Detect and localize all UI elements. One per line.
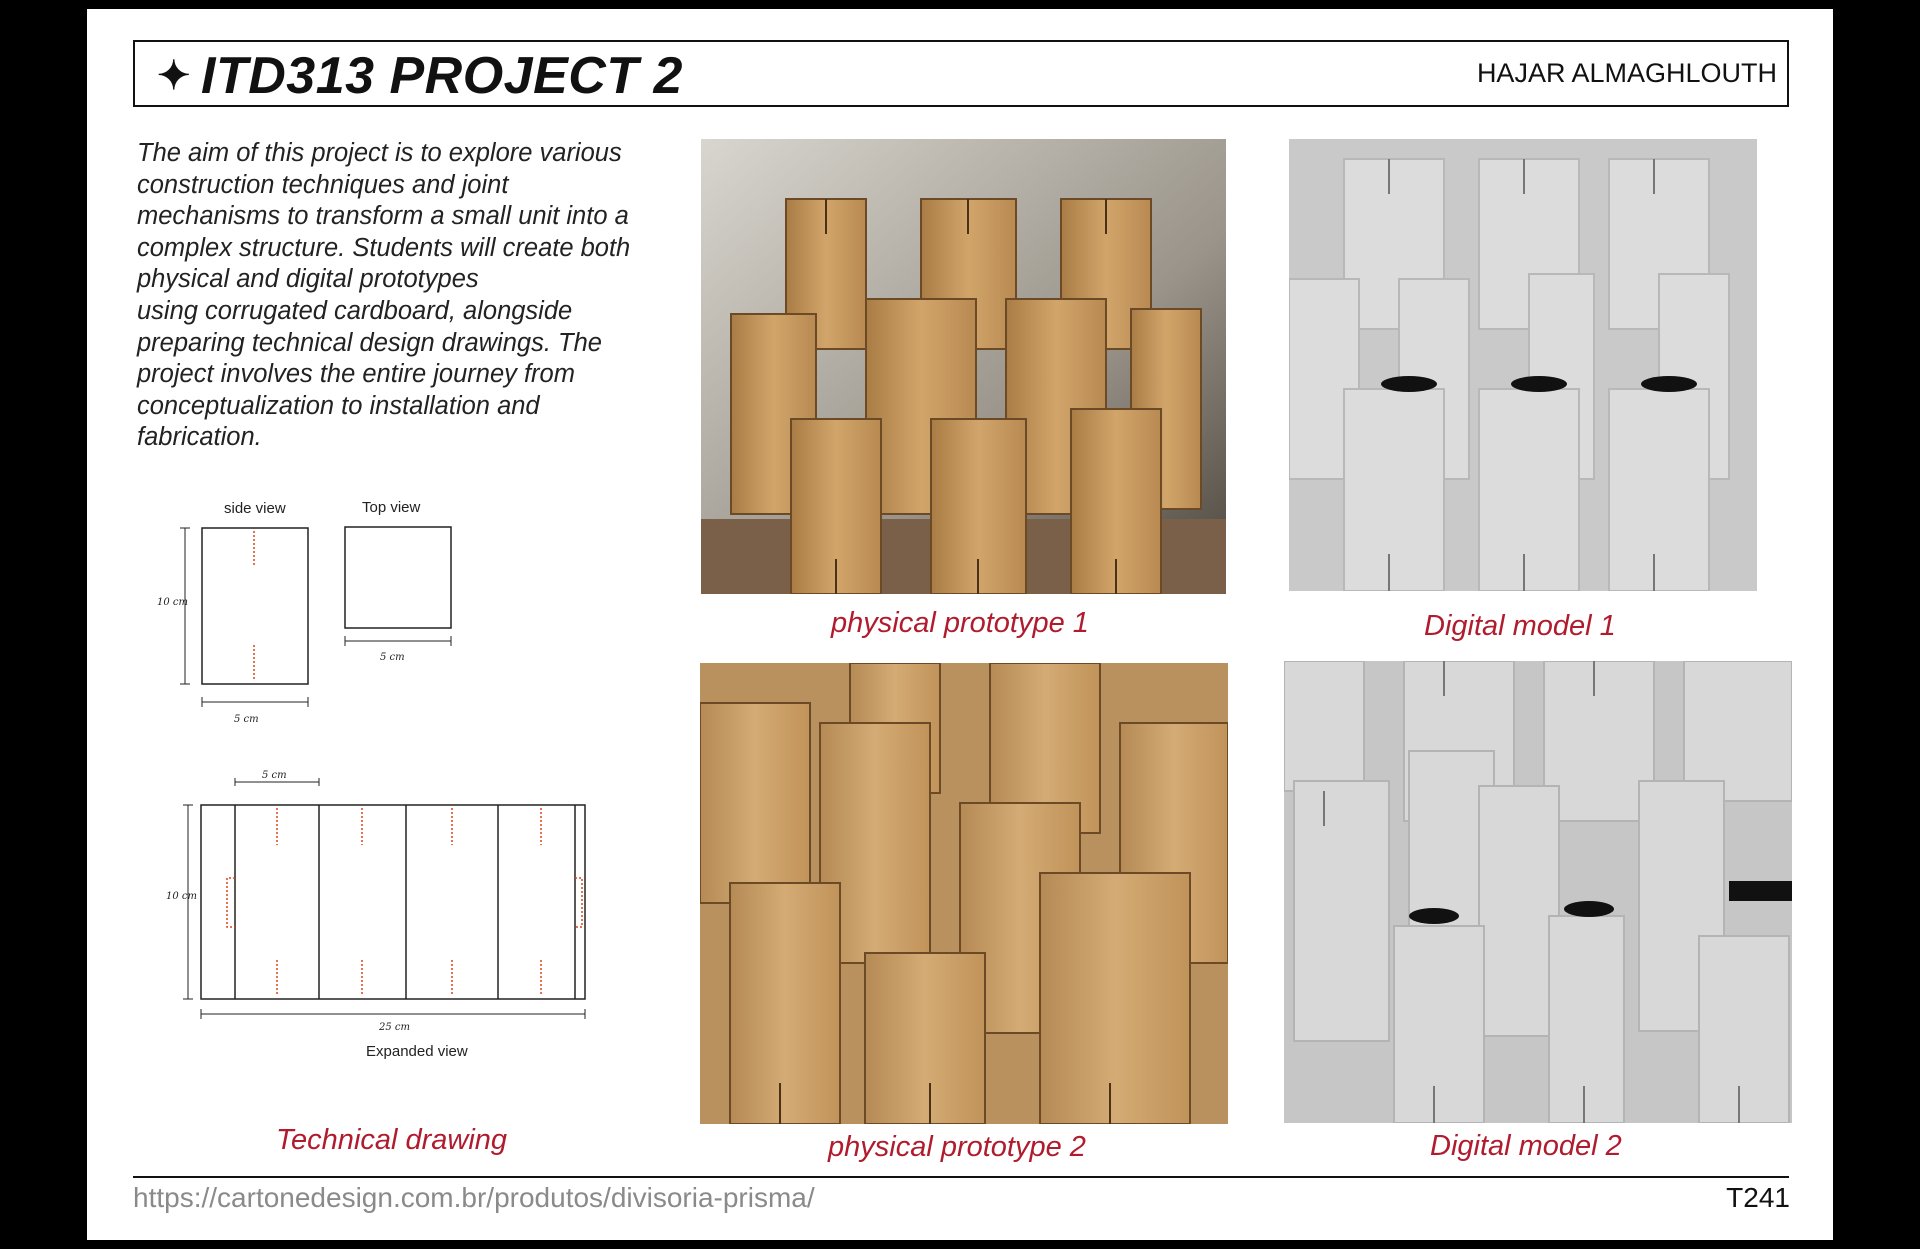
footer-divider: [133, 1176, 1789, 1178]
author-name: HAJAR ALMAGHLOUTH: [1476, 58, 1777, 88]
intro-line: project involves the entire journey from: [137, 360, 575, 389]
intro-line: construction techniques and joint: [137, 170, 509, 199]
side-view-label: side view: [224, 500, 286, 517]
intro-line: using corrugated cardboard, alongside: [137, 296, 573, 325]
four-point-star-icon: ✦: [157, 54, 192, 98]
slot-lines: [227, 808, 582, 996]
intro-line: conceptualization to installation and: [137, 391, 540, 420]
page-title: [157, 46, 683, 106]
source-link[interactable]: https://cartonedesign.com.br/produtos/divisoria-prisma/: [133, 1182, 815, 1213]
digital-model-1-image: [1289, 139, 1757, 591]
intro-line: preparing technical design drawings. The: [137, 328, 602, 357]
intro-line: The aim of this project is to explore various: [137, 139, 622, 167]
exp-top-label: 5 cm: [262, 770, 287, 781]
exp-height-label: 10 cm: [166, 891, 197, 902]
intro-line: complex structure. Students will create both: [137, 233, 631, 262]
technical-drawing-caption: Technical drawing: [276, 1124, 508, 1156]
physical-prototype-1-caption: physical prototype 1: [831, 607, 1089, 639]
top-width-label: 5 cm: [380, 652, 405, 663]
physical-prototype-1-image: [701, 139, 1226, 594]
intro-paragraph: [137, 138, 667, 454]
title-text: ITD313 PROJECT 2: [201, 47, 683, 105]
expanded-outline: [201, 805, 585, 999]
physical-prototype-2-image: [700, 663, 1228, 1124]
digital-model-2-image: [1284, 661, 1792, 1123]
top-view-label: Top view: [362, 499, 421, 516]
digital-model-2-caption: Digital model 2: [1430, 1130, 1622, 1162]
exp-width-label: 25 cm: [379, 1022, 410, 1033]
title-bar: [133, 40, 1789, 107]
expanded-view-label: Expanded view: [366, 1043, 468, 1060]
page-code: T241: [1726, 1182, 1790, 1213]
side-view-rect: [202, 528, 308, 684]
intro-line: physical and digital prototypes: [137, 265, 479, 294]
digital-model-1-caption: Digital model 1: [1424, 610, 1616, 642]
side-height-label: 10 cm: [157, 597, 188, 608]
technical-drawing: [150, 495, 620, 1075]
side-width-label: 5 cm: [234, 714, 259, 725]
intro-line: fabrication.: [137, 423, 262, 452]
technical-drawing-svg: [150, 495, 620, 1075]
top-view-rect: [345, 527, 451, 628]
physical-prototype-2-caption: physical prototype 2: [828, 1131, 1086, 1163]
intro-line: mechanisms to transform a small unit into a: [137, 202, 629, 231]
